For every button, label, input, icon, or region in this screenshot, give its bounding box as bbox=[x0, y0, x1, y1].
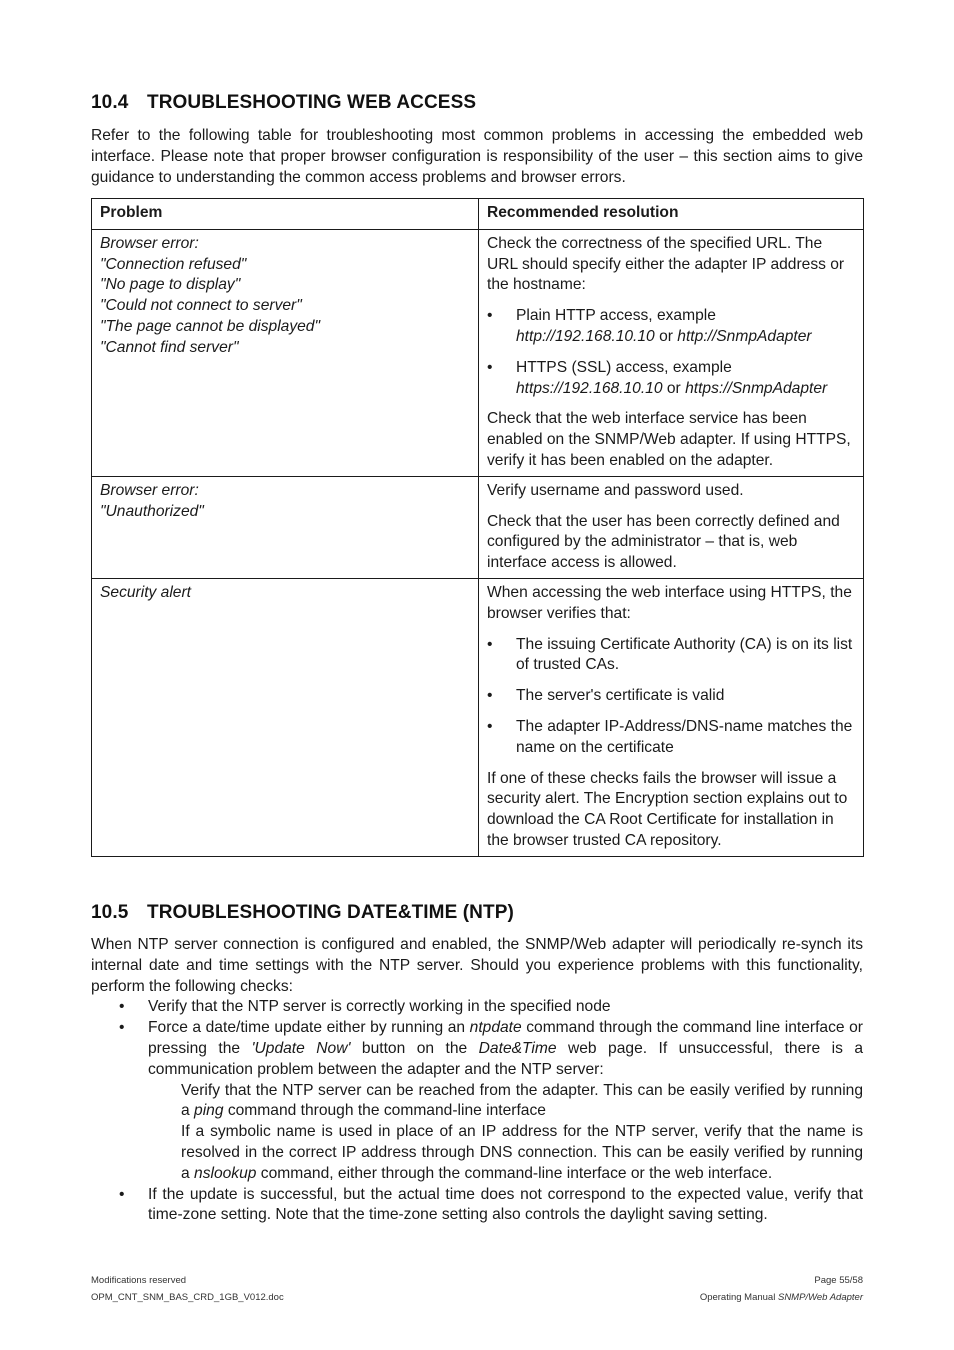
problem-cell: Browser error: "Unauthorized" bbox=[92, 476, 479, 578]
list-item: • Plain HTTP access, example http://192.168.10.10 or http://SnmpAdapter bbox=[487, 306, 855, 348]
section-heading-10-5: 10.5 TROUBLESHOOTING DATE&TIME (NTP) bbox=[91, 902, 514, 923]
section-intro-paragraph: Refer to the following table for troubleshooting most common problems in accessing the embedded web interface. Please note that proper browser configuration is responsibility of the user – this section aims to give guidance to understanding the common access problems and browser errors. bbox=[91, 127, 863, 186]
table-row bbox=[92, 578, 864, 856]
header-resolution: Recommended resolution bbox=[479, 199, 864, 230]
footer-doc-id: OPM_CNT_SNM_BAS_CRD_1GB_V012.doc bbox=[91, 1292, 284, 1303]
footer-modifications: Modifications reserved bbox=[91, 1275, 187, 1286]
list-item: • If the update is successful, but the actual time does not correspond to the expected value, verify that time-zone setting. Note that the time-zone setting also controls the daylight saving setting. bbox=[91, 1185, 863, 1227]
list-item: • The adapter IP-Address/DNS-name matches the name on the certificate bbox=[487, 717, 855, 759]
sub-item: Verify that the NTP server can be reached from the adapter. This can be easily verified by running a ping command through the command-line interface bbox=[181, 1081, 863, 1120]
ntp-checks-list-cont bbox=[91, 1185, 863, 1227]
problem-cell: Security alert bbox=[92, 578, 479, 856]
table-row bbox=[92, 476, 864, 578]
table-header-row bbox=[92, 199, 864, 230]
footer-manual-title: Operating Manual SNMP/Web Adapter bbox=[699, 1292, 863, 1303]
table-row bbox=[92, 229, 864, 476]
problem-cell: Browser error: "Connection refused" "No page to display" "Could not connect to server" "The page cannot be displayed" "Cannot find server" bbox=[92, 229, 479, 476]
list-item: • HTTPS (SSL) access, example https://192.168.10.10 or https://SnmpAdapter bbox=[487, 358, 855, 400]
ntp-intro-paragraph: When NTP server connection is configured and enabled, the SNMP/Web adapter will periodically re-synch its internal date and time settings with the NTP server. Should you experience problems with this functionality, perform the following checks: bbox=[91, 936, 863, 995]
list-item: • Force a date/time update either by running an ntpdate command through the command line interface or pressing the 'Update Now' button on the Date&Time web page. If unsuccessful, there is a communication problem between the adapter and the NTP server: bbox=[91, 1018, 863, 1080]
resolution-cell: Verify username and password used. Check that the user has been correctly defined and configured by the administrator – that is, web interface access is allowed. bbox=[479, 476, 864, 578]
troubleshooting-table bbox=[91, 198, 864, 857]
section-heading-10-4: 10.4 TROUBLESHOOTING WEB ACCESS bbox=[91, 92, 477, 113]
sub-item: If a symbolic name is used in place of an IP address for the NTP server, verify that the name is resolved in the correct IP address through DNS connection. This can be easily verified by running a nslookup command, either through the command-line interface or the web interface. bbox=[181, 1123, 863, 1182]
resolution-cell: When accessing the web interface using HTTPS, the browser verifies that: • The issuing Certificate Authority (CA) is on its list of trusted CAs. • The server's certificate is valid • The adapter IP-Address/DNS-name matches the name on the certificate If one of these checks fails the browser will issue a security alert. The Encryption section explains out to download the CA Root Certificate for installation in the browser trusted CA repository. bbox=[479, 578, 864, 856]
ntp-checks-list bbox=[91, 997, 863, 1080]
resolution-cell: Check the correctness of the specified URL. The URL should specify either the adapter IP address or the hostname: • Plain HTTP access, example http://192.168.10.10 or http://SnmpAdapter • HTTPS (SSL) access, example https://192.168.10.10 or https://SnmpAdapter Check that the web interface service has been enabled on the SNMP/Web adapter. If using HTTPS, verify it has been enabled on the adapter. bbox=[479, 229, 864, 476]
list-item: • Verify that the NTP server is correctly working in the specified node bbox=[91, 997, 863, 1018]
list-item: • The issuing Certificate Authority (CA) is on its list of trusted CAs. bbox=[487, 635, 855, 677]
header-problem: Problem bbox=[92, 199, 479, 230]
footer-page-number: Page 55/58 bbox=[814, 1275, 863, 1286]
list-item: • The server's certificate is valid bbox=[487, 686, 855, 707]
ntp-section-body bbox=[91, 935, 863, 1226]
